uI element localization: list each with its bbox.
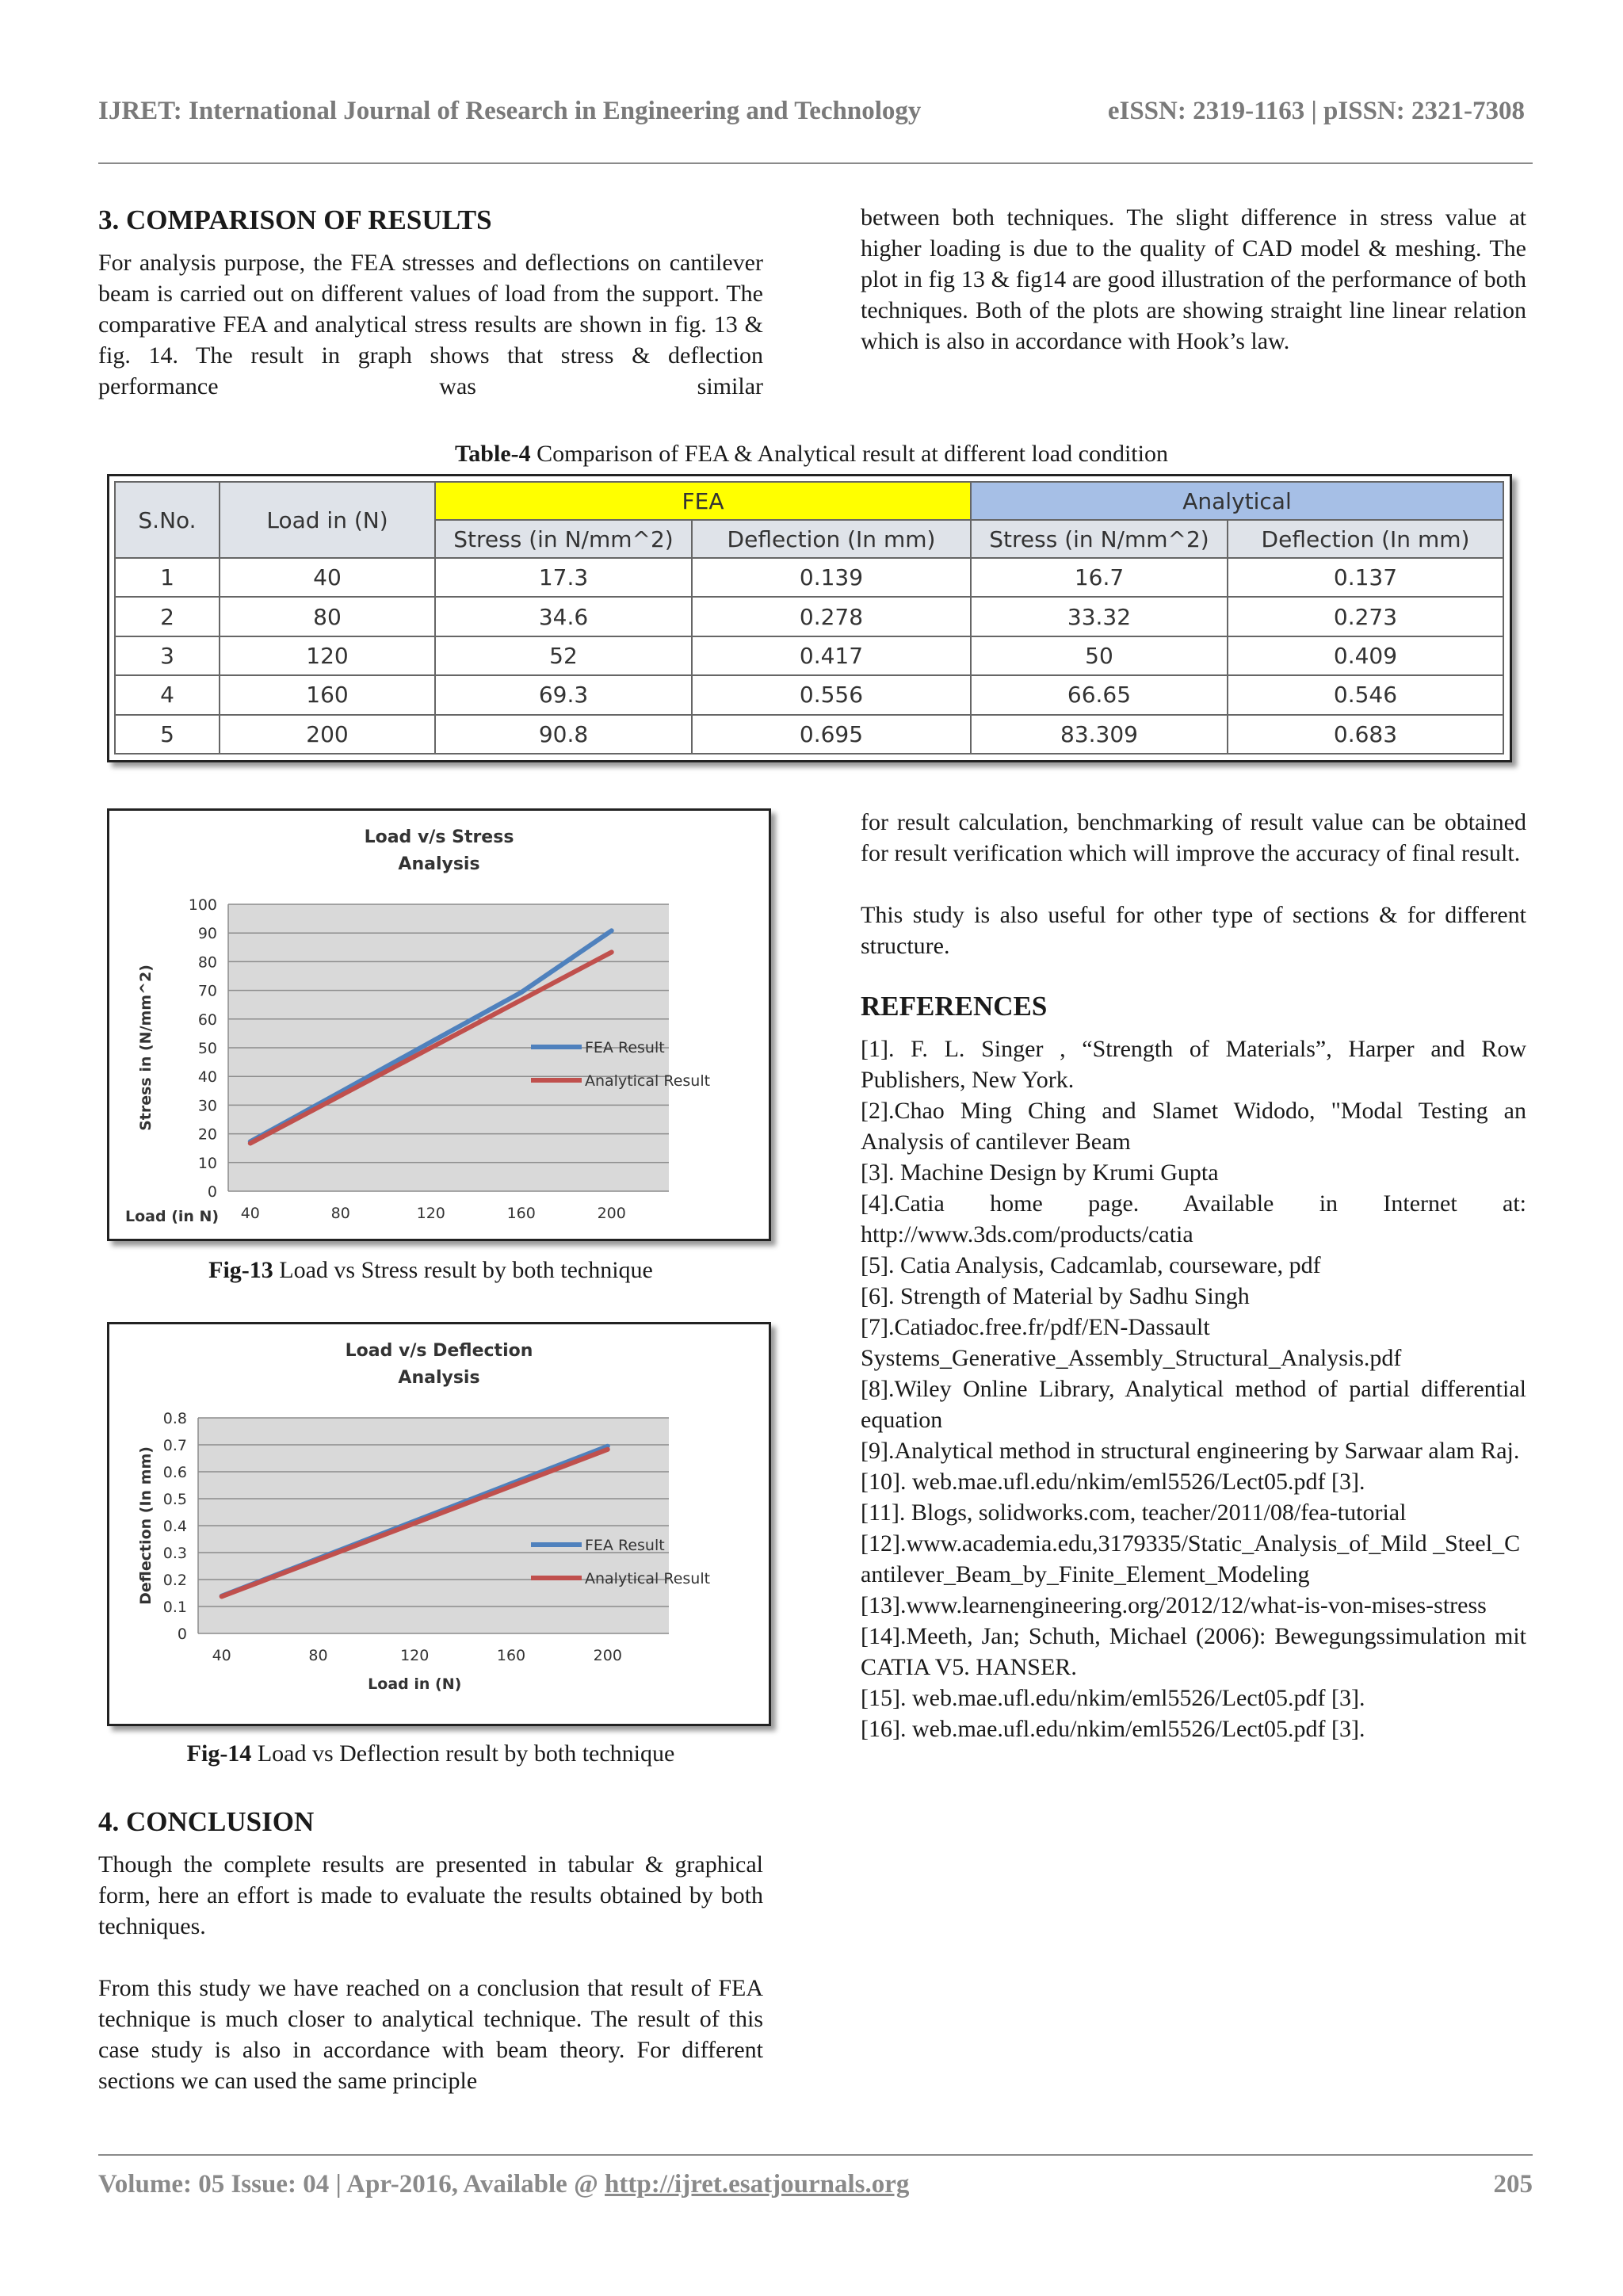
legend-label: FEA Result — [585, 1537, 665, 1554]
reference-item: [4].Catia home page. Available in Internet at: http://www.3ds.com/products/catia — [861, 1190, 1526, 1247]
header-rule — [98, 162, 1533, 164]
cell: 0.137 — [1228, 558, 1503, 597]
col-ana-deflection: Deflection (In mm) — [1228, 520, 1503, 558]
cell: 40 — [220, 558, 435, 597]
reference-item: [1]. F. L. Singer , “Strength of Materials”, Harper and Row Publishers, New York. — [861, 1036, 1526, 1093]
section4-left — [98, 1804, 763, 2096]
section4-para4: This study is also useful for other type of sections & for different structure. — [861, 902, 1526, 959]
x-tick-label: 160 — [496, 1647, 526, 1664]
y-tick-label: 90 — [197, 925, 217, 943]
page-number: 205 — [1493, 2170, 1533, 2199]
fig13-text: Load vs Stress result by both technique — [273, 1257, 653, 1283]
deflection-chart — [107, 1322, 771, 1726]
y-tick-label: 0.7 — [162, 1437, 187, 1454]
cell: 34.6 — [435, 597, 692, 636]
y-axis-label: Deflection (In mm) — [137, 1446, 155, 1605]
reference-item: [10]. web.mae.ufl.edu/nkim/eml5526/Lect05.pdf [3]. — [861, 1469, 1365, 1495]
y-tick-label: 70 — [197, 982, 217, 1000]
col-analytical: Analytical — [971, 482, 1503, 520]
reference-item: [6]. Strength of Material by Sadhu Singh — [861, 1283, 1250, 1309]
col-fea-stress: Stress (in N/mm^2) — [435, 520, 692, 558]
reference-item: [7].Catiadoc.free.fr/pdf/EN-Dassault Systems_Generative_Assembly_Structural_Analysis.pdf — [861, 1314, 1402, 1371]
cell: 17.3 — [435, 558, 692, 597]
fig14-text: Load vs Deflection result by both technique — [251, 1740, 675, 1767]
table-row — [115, 597, 1503, 636]
cell: 16.7 — [971, 558, 1228, 597]
table-caption — [98, 441, 1525, 468]
cell: 160 — [220, 675, 435, 714]
section4-para3: for result calculation, benchmarking of result value can be obtained for result verification which will improve the accuracy of final result. — [861, 809, 1526, 866]
cell: 5 — [115, 715, 220, 754]
y-tick-label: 80 — [197, 953, 217, 972]
cell: 66.65 — [971, 675, 1228, 714]
cell: 83.309 — [971, 715, 1228, 754]
deflection-chart-svg — [109, 1324, 769, 1724]
cell: 52 — [435, 636, 692, 675]
table-row — [115, 675, 1503, 714]
y-tick-label: 0.5 — [162, 1491, 187, 1508]
table-row — [115, 558, 1503, 597]
legend-label: Analytical Result — [585, 1072, 711, 1090]
x-axis-label: Load in (N) — [368, 1675, 462, 1693]
section3-para1: For analysis purpose, the FEA stresses and deflections on cantilever beam is carried out on different values of load from the support. The comparative FEA and analytical stress results are shown in fig. 13 & fig. 14. The result in graph shows that stress & deflection performance was similar — [98, 250, 763, 399]
section3-right — [861, 202, 1526, 357]
cell: 80 — [220, 597, 435, 636]
reference-item: [3]. Machine Design by Krumi Gupta — [861, 1159, 1219, 1186]
y-tick-label: 10 — [197, 1154, 217, 1172]
y-tick-label: 0.8 — [162, 1410, 187, 1427]
y-tick-label: 40 — [197, 1068, 217, 1087]
chart-title: Load v/s Stress — [364, 827, 514, 847]
col-ana-stress: Stress (in N/mm^2) — [971, 520, 1228, 558]
y-tick-label: 60 — [197, 1010, 217, 1029]
section3-para2: between both techniques. The slight difference in stress value at higher loading is due to the quality of CAD model & meshing. The plot in fig 13 & fig14 are good illustration of the performance of both techniques. Both of the plots are showing straight line linear relation which is also in accordance with Hook’s law. — [861, 204, 1526, 354]
y-tick-label: 100 — [188, 896, 217, 914]
journal-title: IJRET: International Journal of Research in Engineering and Technology — [98, 97, 922, 125]
cell: 90.8 — [435, 715, 692, 754]
footer-link[interactable]: http://ijret.esatjournals.org — [605, 2170, 910, 2199]
right-column-lower — [861, 807, 1526, 1744]
issn: eISSN: 2319-1163 | pISSN: 2321-7308 — [1107, 97, 1525, 125]
y-tick-label: 0.6 — [162, 1464, 187, 1481]
footer-rule — [98, 2154, 1533, 2156]
legend-label: Analytical Result — [585, 1570, 711, 1587]
cell: 0.546 — [1228, 675, 1503, 714]
references-heading: REFERENCES — [861, 991, 1048, 1022]
cell: 3 — [115, 636, 220, 675]
reference-item: [11]. Blogs, solidworks.com, teacher/2011/08/fea-tutorial — [861, 1499, 1407, 1526]
page-footer — [98, 2170, 1533, 2199]
y-tick-label: 0.2 — [162, 1572, 187, 1589]
cell: 0.409 — [1228, 636, 1503, 675]
reference-item: [2].Chao Ming Ching and Slamet Widodo, "Modal Testing an Analysis of cantilever Beam — [861, 1098, 1526, 1155]
cell: 200 — [220, 715, 435, 754]
y-tick-label: 0.4 — [162, 1518, 187, 1535]
cell: 50 — [971, 636, 1228, 675]
section4-heading: 4. CONCLUSION — [98, 1806, 315, 1837]
section3-heading: 3. COMPARISON OF RESULTS — [98, 204, 492, 235]
x-tick-label: 40 — [212, 1647, 231, 1664]
cell: 33.32 — [971, 597, 1228, 636]
cell: 0.278 — [692, 597, 971, 636]
y-tick-label: 0 — [177, 1626, 187, 1643]
cell: 69.3 — [435, 675, 692, 714]
cell: 0.695 — [692, 715, 971, 754]
x-tick-label: 80 — [308, 1647, 328, 1664]
col-sno: S.No. — [115, 482, 220, 558]
reference-item: [5]. Catia Analysis, Cadcamlab, courseware, pdf — [861, 1252, 1321, 1278]
stress-chart — [107, 808, 771, 1241]
section4-para1: Though the complete results are presented in tabular & graphical form, here an effort is made to evaluate the results obtained by both techniques. — [98, 1851, 763, 1939]
cell: 0.417 — [692, 636, 971, 675]
reference-item: [14].Meeth, Jan; Schuth, Michael (2006): Bewegungssimulation mit CATIA V5. HANSER. — [861, 1623, 1526, 1680]
cell: 1 — [115, 558, 220, 597]
table-caption-label: Table-4 — [455, 441, 531, 467]
section4-para2: From this study we have reached on a conclusion that result of FEA technique is much closer to analytical technique. The result of this case study is also in accordance with beam theory. For different sections we can used the same principle — [98, 1975, 763, 2094]
y-tick-label: 0 — [207, 1183, 217, 1201]
chart-title: Analysis — [398, 854, 480, 874]
cell: 120 — [220, 636, 435, 675]
y-axis-label: Stress in (N/mm^2) — [137, 965, 155, 1131]
y-tick-label: 0.1 — [162, 1599, 187, 1616]
x-tick-label: 80 — [330, 1205, 350, 1222]
x-axis-label: Load (in N) — [125, 1208, 220, 1225]
fig13-label: Fig-13 — [208, 1257, 273, 1283]
cell: 0.273 — [1228, 597, 1503, 636]
x-tick-label: 200 — [593, 1647, 622, 1664]
cell: 0.556 — [692, 675, 971, 714]
section3-left — [98, 202, 763, 402]
fig14-label: Fig-14 — [186, 1740, 252, 1767]
chart-title: Analysis — [398, 1368, 480, 1388]
legend-label: FEA Result — [585, 1039, 665, 1056]
reference-item: [12].www.academia.edu,3179335/Static_Analysis_of_Mild _Steel_Cantilever_Beam_by_Finite_Element_Modeling — [861, 1530, 1521, 1587]
x-tick-label: 120 — [416, 1205, 445, 1222]
reference-list — [861, 1033, 1526, 1744]
x-tick-label: 200 — [597, 1205, 626, 1222]
table-row — [115, 715, 1503, 754]
x-tick-label: 120 — [400, 1647, 430, 1664]
x-tick-label: 160 — [506, 1205, 536, 1222]
y-tick-label: 50 — [197, 1040, 217, 1057]
cell: 0.139 — [692, 558, 971, 597]
chart-title: Load v/s Deflection — [345, 1341, 533, 1361]
table-row — [115, 636, 1503, 675]
page-header — [98, 97, 1525, 136]
y-tick-label: 20 — [197, 1125, 217, 1144]
comparison-table — [107, 474, 1512, 762]
x-tick-label: 40 — [240, 1205, 260, 1222]
cell: 0.683 — [1228, 715, 1503, 754]
col-load: Load in (N) — [220, 482, 435, 558]
reference-item: [15]. web.mae.ufl.edu/nkim/eml5526/Lect05.pdf [3]. — [861, 1685, 1365, 1711]
y-tick-label: 30 — [197, 1097, 217, 1115]
table-caption-text: Comparison of FEA & Analytical result at different load condition — [530, 441, 1168, 467]
fig14-caption — [98, 1740, 763, 1767]
footer-volume: Volume: 05 Issue: 04 | Apr-2016, Available @ — [98, 2170, 605, 2199]
col-fea-deflection: Deflection (In mm) — [692, 520, 971, 558]
reference-item: [8].Wiley Online Library, Analytical method of partial differential equation — [861, 1376, 1526, 1433]
cell: 4 — [115, 675, 220, 714]
col-fea: FEA — [435, 482, 971, 520]
reference-item: [9].Analytical method in structural engineering by Sarwaar alam Raj. — [861, 1438, 1520, 1464]
reference-item: [13].www.learnengineering.org/2012/12/what-is-von-mises-stress — [861, 1592, 1487, 1618]
cell: 2 — [115, 597, 220, 636]
stress-chart-svg — [109, 811, 769, 1239]
y-tick-label: 0.3 — [162, 1545, 187, 1562]
fig13-caption — [98, 1257, 763, 1284]
reference-item: [16]. web.mae.ufl.edu/nkim/eml5526/Lect05.pdf [3]. — [861, 1716, 1365, 1742]
